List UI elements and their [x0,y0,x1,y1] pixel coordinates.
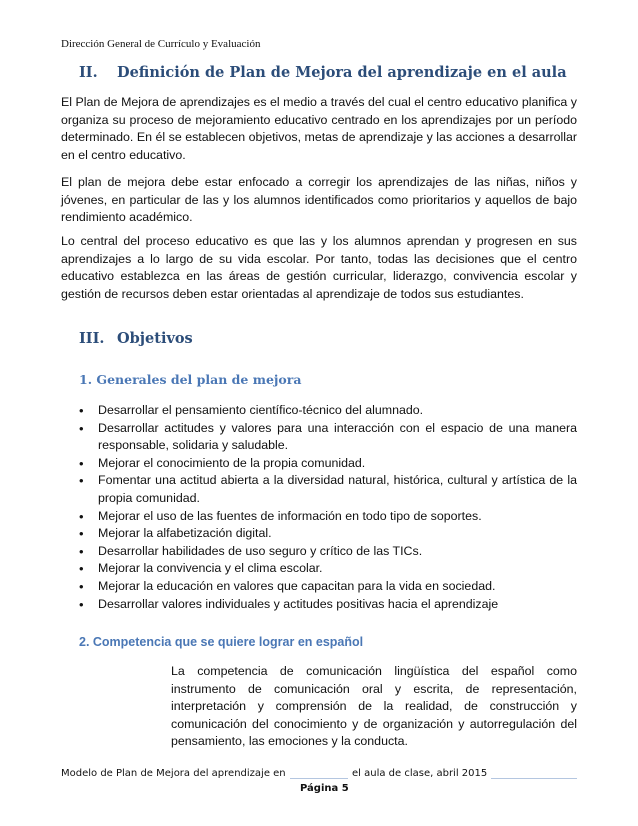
list-item: • Mejorar la educación en valores que capacitan para la vida en sociedad. [79,578,577,596]
list-item: • Desarrollar el pensamiento científico-técnico del alumnado. [79,402,577,420]
subsection-general-objectives-title: 1. Generales del plan de mejora [79,372,302,387]
subsection-competence-title: 2. Competencia que se quiere lograr en español [79,635,364,649]
section-ii-title: Definición de Plan de Mejora del aprendizaje en el aula [117,64,567,81]
objectives-list [79,402,577,613]
list-item: • Desarrollar valores individuales y actitudes positivas hacia el aprendizaje [79,596,577,614]
running-header: Dirección General de Currículo y Evaluación [61,38,261,50]
paragraph-plan-definition: El Plan de Mejora de aprendizajes es el medio a través del cual el centro educativo planifica y organiza su proceso de mejoramiento educativo centrado en los aprendizajes por un período determinado. En él se establecen objetivos, metas de aprendizaje y las acciones a desarrollar en el centro educativo. [61,95,577,162]
list-item: • Desarrollar habilidades de uso seguro y crítico de las TICs. [79,543,577,561]
section-ii-heading [79,64,567,81]
list-item: • Mejorar el conocimiento de la propia comunidad. [79,455,577,473]
footer-left-text: Modelo de Plan de Mejora del aprendizaje en [61,768,290,779]
section-iii-number: III. [79,330,105,347]
list-item: • Mejorar la convivencia y el clima escolar. [79,560,577,578]
list-item: • Fomentar una actitud abierta a la diversidad natural, histórica, cultural y artística de la propia comunidad. [79,472,577,507]
section-iii-heading [79,330,193,347]
paragraph-plan-focus: El plan de mejora debe estar enfocado a corregir los aprendizajes de las niñas, niños y jóvenes, en particular de las y los alumnos identificados como prioritarios y aquellos de bajo rendimiento académico. [61,175,577,225]
competence-paragraph: La competencia de comunicación lingüística del español como instrumento de comunicación oral y escrita, de representación, interpretación y comprensión de la realidad, de construcción y comunicación del conocimiento y de organización y autorregulación del pensamiento, las emociones y la conducta. [171,664,577,749]
section-ii-number: II. [79,64,98,81]
list-item: • Mejorar el uso de las fuentes de información en todo tipo de soportes. [79,508,577,526]
list-item: • Mejorar la alfabetización digital. [79,525,577,543]
list-item: • Desarrollar actitudes y valores para una interacción con el espacio de una manera responsable, solidaria y saludable. [79,420,577,455]
section-iii-title: Objetivos [117,330,193,347]
footer-right-text: el aula de clase, abril 2015 [348,768,491,779]
page-number: Página 5 [300,783,349,794]
paragraph-educational-process: Lo central del proceso educativo es que las y los alumnos aprendan y progresen en sus aprendizajes a lo largo de su vida escolar. Por tanto, todas las decisiones que el centro educativo establezca en las áreas de gestión curricular, liderazgo, convivencia escolar y gestión de recursos deben estar orientadas al aprendizaje de todos sus estudiantes. [61,234,577,301]
